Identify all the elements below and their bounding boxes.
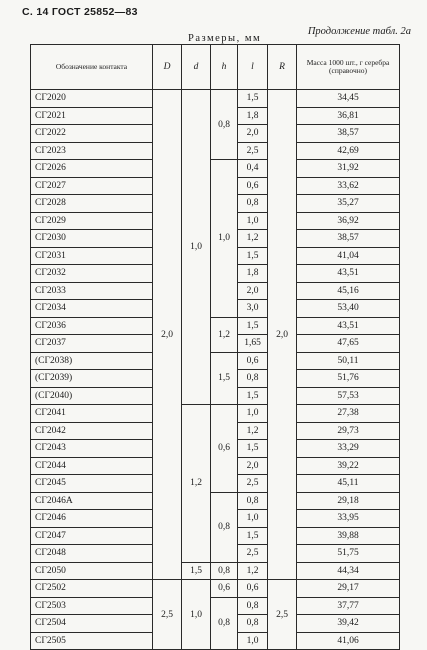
l-cell: 0,6 <box>238 352 268 370</box>
header-contact: Обозначение контакта <box>31 45 153 90</box>
mass-cell: 33,29 <box>297 440 400 458</box>
h-cell: 0,8 <box>211 562 238 580</box>
mass-cell: 31,92 <box>297 160 400 178</box>
contact-cell: СГ2031 <box>31 247 153 265</box>
l-cell: 1,5 <box>238 527 268 545</box>
d-cell: 1,0 <box>182 90 211 405</box>
contact-cell: СГ2046 <box>31 510 153 528</box>
d-cell: 1,2 <box>182 405 211 563</box>
mass-cell: 41,04 <box>297 247 400 265</box>
l-cell: 2,0 <box>238 282 268 300</box>
mass-cell: 39,22 <box>297 457 400 475</box>
contact-cell: (СГ2038) <box>31 352 153 370</box>
d-cell: 1,0 <box>182 580 211 650</box>
l-cell: 1,8 <box>238 265 268 283</box>
table-row <box>31 90 400 108</box>
l-cell: 0,8 <box>238 597 268 615</box>
l-cell: 1,2 <box>238 562 268 580</box>
contact-cell: СГ2027 <box>31 177 153 195</box>
l-cell: 0,8 <box>238 615 268 633</box>
l-cell: 2,5 <box>238 545 268 563</box>
mass-cell: 34,45 <box>297 90 400 108</box>
mass-cell: 45,11 <box>297 475 400 493</box>
l-cell: 1,0 <box>238 510 268 528</box>
l-cell: 1,2 <box>238 230 268 248</box>
R-cell: 2,0 <box>268 90 297 580</box>
mass-cell: 38,57 <box>297 125 400 143</box>
l-cell: 0,8 <box>238 492 268 510</box>
mass-cell: 45,16 <box>297 282 400 300</box>
h-cell: 0,6 <box>211 580 238 598</box>
contact-cell: СГ2022 <box>31 125 153 143</box>
l-cell: 2,5 <box>238 142 268 160</box>
h-cell: 1,5 <box>211 352 238 405</box>
contact-cell: СГ2042 <box>31 422 153 440</box>
l-cell: 1,5 <box>238 90 268 108</box>
table-row <box>31 317 400 335</box>
contact-cell: СГ2045 <box>31 475 153 493</box>
contact-cell: СГ2046А <box>31 492 153 510</box>
contact-cell: СГ2029 <box>31 212 153 230</box>
mass-cell: 29,18 <box>297 492 400 510</box>
mass-cell: 51,75 <box>297 545 400 563</box>
table-continuation-label: Продолжение табл. 2а <box>307 26 411 37</box>
contact-cell: (СГ2039) <box>31 370 153 388</box>
l-cell: 2,0 <box>238 457 268 475</box>
l-cell: 0,4 <box>238 160 268 178</box>
mass-cell: 43,51 <box>297 265 400 283</box>
mass-cell: 53,40 <box>297 300 400 318</box>
table-row <box>31 580 400 598</box>
header-d: d <box>182 45 211 90</box>
l-cell: 1,8 <box>238 107 268 125</box>
h-cell: 0,8 <box>211 597 238 650</box>
l-cell: 1,0 <box>238 405 268 423</box>
mass-cell: 35,27 <box>297 195 400 213</box>
table-row <box>31 597 400 615</box>
l-cell: 0,8 <box>238 195 268 213</box>
table-row <box>31 492 400 510</box>
contact-cell: СГ2034 <box>31 300 153 318</box>
h-cell: 1,0 <box>211 160 238 318</box>
d-cell: 1,5 <box>182 562 211 580</box>
contact-cell: СГ2504 <box>31 615 153 633</box>
mass-cell: 36,81 <box>297 107 400 125</box>
header-h: h <box>211 45 238 90</box>
h-cell: 0,8 <box>211 492 238 562</box>
table-row <box>31 405 400 423</box>
contact-cell: (СГ2040) <box>31 387 153 405</box>
contact-cell: СГ2028 <box>31 195 153 213</box>
contacts-table <box>30 44 400 650</box>
mass-cell: 29,73 <box>297 422 400 440</box>
contact-cell: СГ2043 <box>31 440 153 458</box>
contact-cell: СГ2048 <box>31 545 153 563</box>
contact-cell: СГ2020 <box>31 90 153 108</box>
D-cell: 2,0 <box>153 90 182 580</box>
l-cell: 0,8 <box>238 370 268 388</box>
contact-cell: СГ2047 <box>31 527 153 545</box>
contact-cell: СГ2041 <box>31 405 153 423</box>
header-R: R <box>268 45 297 90</box>
contact-cell: СГ2032 <box>31 265 153 283</box>
header-D: D <box>153 45 182 90</box>
l-cell: 1,0 <box>238 212 268 230</box>
l-cell: 3,0 <box>238 300 268 318</box>
mass-cell: 41,06 <box>297 632 400 650</box>
mass-cell: 27,38 <box>297 405 400 423</box>
l-cell: 0,6 <box>238 580 268 598</box>
l-cell: 1,2 <box>238 422 268 440</box>
mass-cell: 39,42 <box>297 615 400 633</box>
mass-cell: 37,77 <box>297 597 400 615</box>
table-row <box>31 562 400 580</box>
mass-cell: 47,65 <box>297 335 400 353</box>
mass-cell: 39,88 <box>297 527 400 545</box>
table-header-row <box>31 45 400 90</box>
h-cell: 0,6 <box>211 405 238 493</box>
contact-cell: СГ2030 <box>31 230 153 248</box>
mass-cell: 50,11 <box>297 352 400 370</box>
l-cell: 1,65 <box>238 335 268 353</box>
mass-cell: 57,53 <box>297 387 400 405</box>
mass-cell: 44,34 <box>297 562 400 580</box>
mass-cell: 42,69 <box>297 142 400 160</box>
header-l: l <box>238 45 268 90</box>
l-cell: 0,6 <box>238 177 268 195</box>
l-cell: 2,5 <box>238 475 268 493</box>
contact-cell: СГ2503 <box>31 597 153 615</box>
h-cell: 0,8 <box>211 90 238 160</box>
mass-cell: 51,76 <box>297 370 400 388</box>
contact-cell: СГ2505 <box>31 632 153 650</box>
mass-cell: 33,95 <box>297 510 400 528</box>
contact-cell: СГ2026 <box>31 160 153 178</box>
l-cell: 2,0 <box>238 125 268 143</box>
R-cell: 2,5 <box>268 580 297 650</box>
D-cell: 2,5 <box>153 580 182 650</box>
mass-cell: 36,92 <box>297 212 400 230</box>
table-row <box>31 352 400 370</box>
l-cell: 1,5 <box>238 440 268 458</box>
contact-cell: СГ2036 <box>31 317 153 335</box>
contact-cell: СГ2037 <box>31 335 153 353</box>
dimensions-label: Размеры, мм <box>188 33 262 44</box>
l-cell: 1,5 <box>238 317 268 335</box>
contact-cell: СГ2050 <box>31 562 153 580</box>
contact-cell: СГ2044 <box>31 457 153 475</box>
contact-cell: СГ2021 <box>31 107 153 125</box>
l-cell: 1,0 <box>238 632 268 650</box>
mass-cell: 43,51 <box>297 317 400 335</box>
l-cell: 1,5 <box>238 247 268 265</box>
contact-cell: СГ2023 <box>31 142 153 160</box>
page-header: С. 14 ГОСТ 25852—83 <box>22 6 138 18</box>
table-row <box>31 160 400 178</box>
mass-cell: 38,57 <box>297 230 400 248</box>
contact-cell: СГ2502 <box>31 580 153 598</box>
contact-cell: СГ2033 <box>31 282 153 300</box>
header-mass: Масса 1000 шт., г серебра (справочно) <box>297 45 400 90</box>
l-cell: 1,5 <box>238 387 268 405</box>
h-cell: 1,2 <box>211 317 238 352</box>
mass-cell: 29,17 <box>297 580 400 598</box>
mass-cell: 33,62 <box>297 177 400 195</box>
